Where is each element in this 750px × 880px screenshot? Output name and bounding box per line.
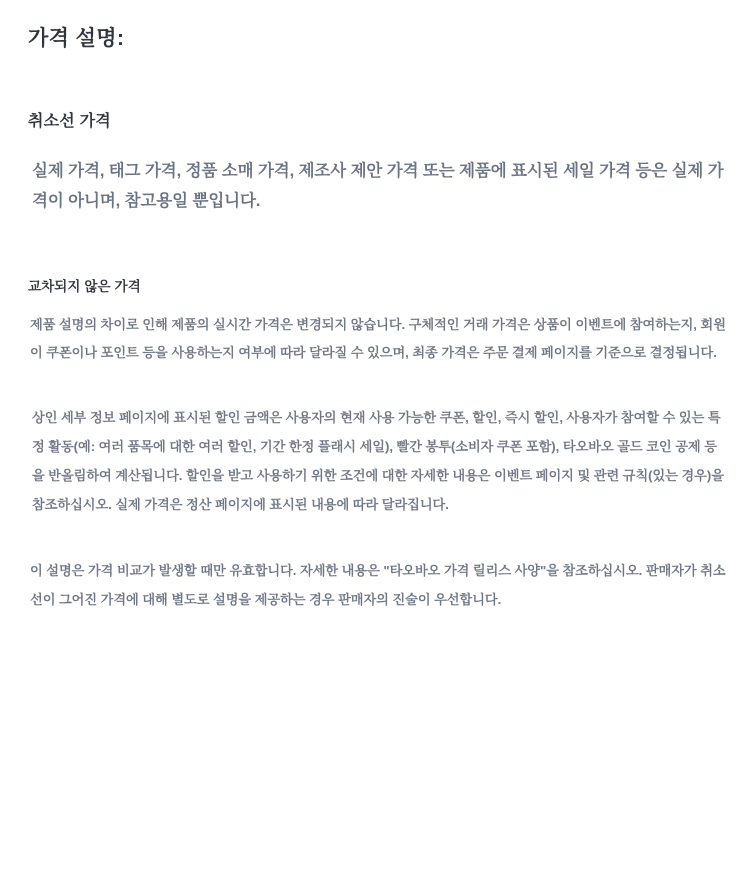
section-heading-non-crossed-price: 교차되지 않은 가격: [28, 278, 141, 294]
page-title: 가격 설명:: [28, 27, 125, 50]
paragraph-validity-note: 이 설명은 가격 비교가 발생할 때만 유효합니다. 자세한 내용은 "타오바오 가격 릴리스 사양"을 참조하십시오. 판매자가 취소선이 그어진 가격에 대해 별도로 설명을 제공하는 경우 판매자의 진술이 우선합니다.: [30, 563, 726, 608]
section-strikethrough-price: [28, 111, 726, 215]
lead-paragraph-strikethrough-price: 실제 가격, 태그 가격, 정품 소매 가격, 제조사 제안 가격 또는 제품에 표시된 세일 가격 등은 실제 가격이 아니며, 참고용일 뿐입니다.: [32, 161, 724, 210]
section-non-crossed-price: [28, 278, 726, 615]
paragraph-discount-calculation: 상인 세부 정보 페이지에 표시된 할인 금액은 사용자의 현재 사용 가능한 쿠폰, 할인, 즉시 할인, 사용자가 참여할 수 있는 특정 활동(예: 여러 품목에 대한 여러 할인, 기간 한정 플래시 세일), 빨간 봉투(소비자 쿠폰 포함), 타오바오 골드 코인 공제 등을 반올림하여 계산됩니다. 할인을 받고 사용하기 위한 조건에 대한 자세한 내용은 이벤트 페이지 및 관련 규칙(있는 경우)을 참조하십시오. 실제 가격은 정산 페이지에 표시된 내용에 따라 달라집니다.: [32, 410, 724, 512]
section-heading-strikethrough-price: 취소선 가격: [28, 113, 111, 131]
paragraph-realtime-price: 제품 설명의 차이로 인해 제품의 실시간 가격은 변경되지 않습니다. 구체적인 거래 가격은 상품이 이벤트에 참여하는지, 회원이 쿠폰이나 포인트 등을 사용하는지 여부에 따라 달라질 수 있으며, 최종 가격은 주문 결제 페이지를 기준으로 결정됩니다.: [30, 316, 726, 361]
